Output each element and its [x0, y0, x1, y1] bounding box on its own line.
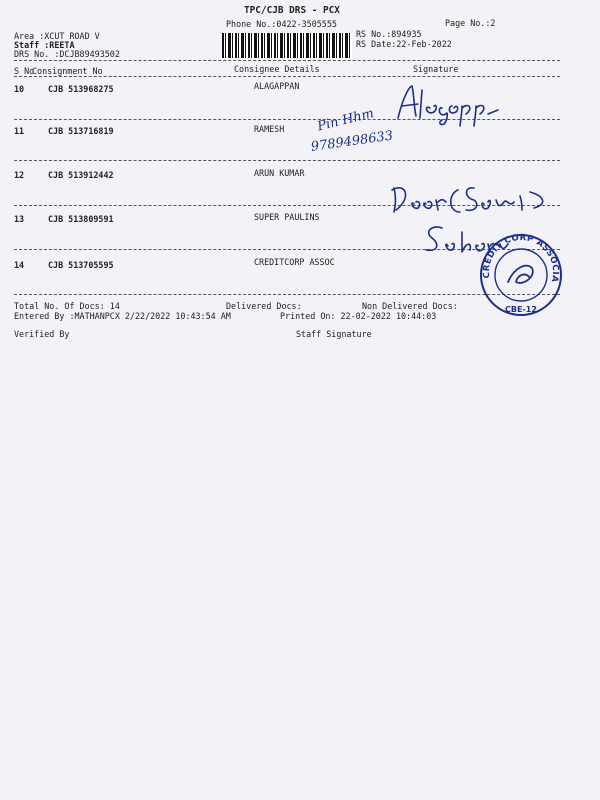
row-consignee: RAMESH: [254, 124, 285, 134]
row-consignee: ALAGAPPAN: [254, 81, 300, 91]
row-sno: 11: [14, 126, 25, 136]
rs-number: RS No.:894935: [356, 29, 422, 39]
signature-alagappan: [390, 84, 500, 126]
page-number: Page No.:2: [445, 18, 496, 28]
drs-number: DRS No. :DCJB89493502: [14, 49, 120, 59]
col-header-sno: S No: [14, 66, 35, 76]
row-sno: 10: [14, 84, 25, 94]
row-consignee: ARUN KUMAR: [254, 168, 305, 178]
staff-name: REETA: [49, 40, 75, 50]
row-sno: 12: [14, 170, 25, 180]
col-header-signature: Signature: [413, 64, 459, 74]
area-label: Area :XCUT ROAD V: [14, 31, 100, 41]
printed-on: Printed On: 22-02-2022 10:44:03: [280, 311, 437, 321]
stamp-text-bottom: CBE-12: [505, 305, 537, 314]
handwritten-phone: 9789498633: [310, 128, 395, 155]
signature-door-delivery: [388, 178, 558, 220]
col-header-consignment: Consignment No: [32, 66, 103, 76]
divider: [14, 76, 560, 77]
row-consignee: CREDITCORP ASSOC: [254, 257, 335, 267]
divider: [14, 60, 560, 61]
phone-number: Phone No.:0422-3505555: [226, 19, 337, 29]
staff-label: Staff :REETA: [14, 40, 75, 50]
divider: [14, 160, 560, 161]
row-consignment: CJB 513705595: [48, 260, 114, 270]
staff-signature-label: Staff Signature: [296, 329, 372, 339]
row-consignment: CJB 513809591: [48, 214, 114, 224]
handwritten-note: Pin Hhm: [316, 106, 376, 135]
total-docs: Total No. Of Docs: 14: [14, 301, 120, 311]
rs-date: RS Date:22-Feb-2022: [356, 39, 452, 49]
row-sno: 14: [14, 260, 25, 270]
row-consignment: CJB 513968275: [48, 84, 114, 94]
barcode: [222, 33, 352, 58]
non-delivered-docs: Non Delivered Docs:: [362, 301, 458, 311]
row-consignment: CJB 513716819: [48, 126, 114, 136]
delivered-docs: Delivered Docs:: [226, 301, 302, 311]
row-consignment: CJB 513912442: [48, 170, 114, 180]
document-title: TPC/CJB DRS - PCX: [244, 5, 340, 16]
col-header-consignee: Consignee Details: [234, 64, 320, 74]
stamp-text-top: CREDIT CORP ASSOCIATES: [474, 225, 561, 283]
company-seal-stamp: [474, 225, 564, 318]
row-consignee: SUPER PAULINS: [254, 212, 320, 222]
entered-by: Entered By :MATHANPCX 2/22/2022 10:43:54 AM: [14, 311, 231, 321]
verified-by: Verified By: [14, 329, 70, 339]
row-sno: 13: [14, 214, 25, 224]
